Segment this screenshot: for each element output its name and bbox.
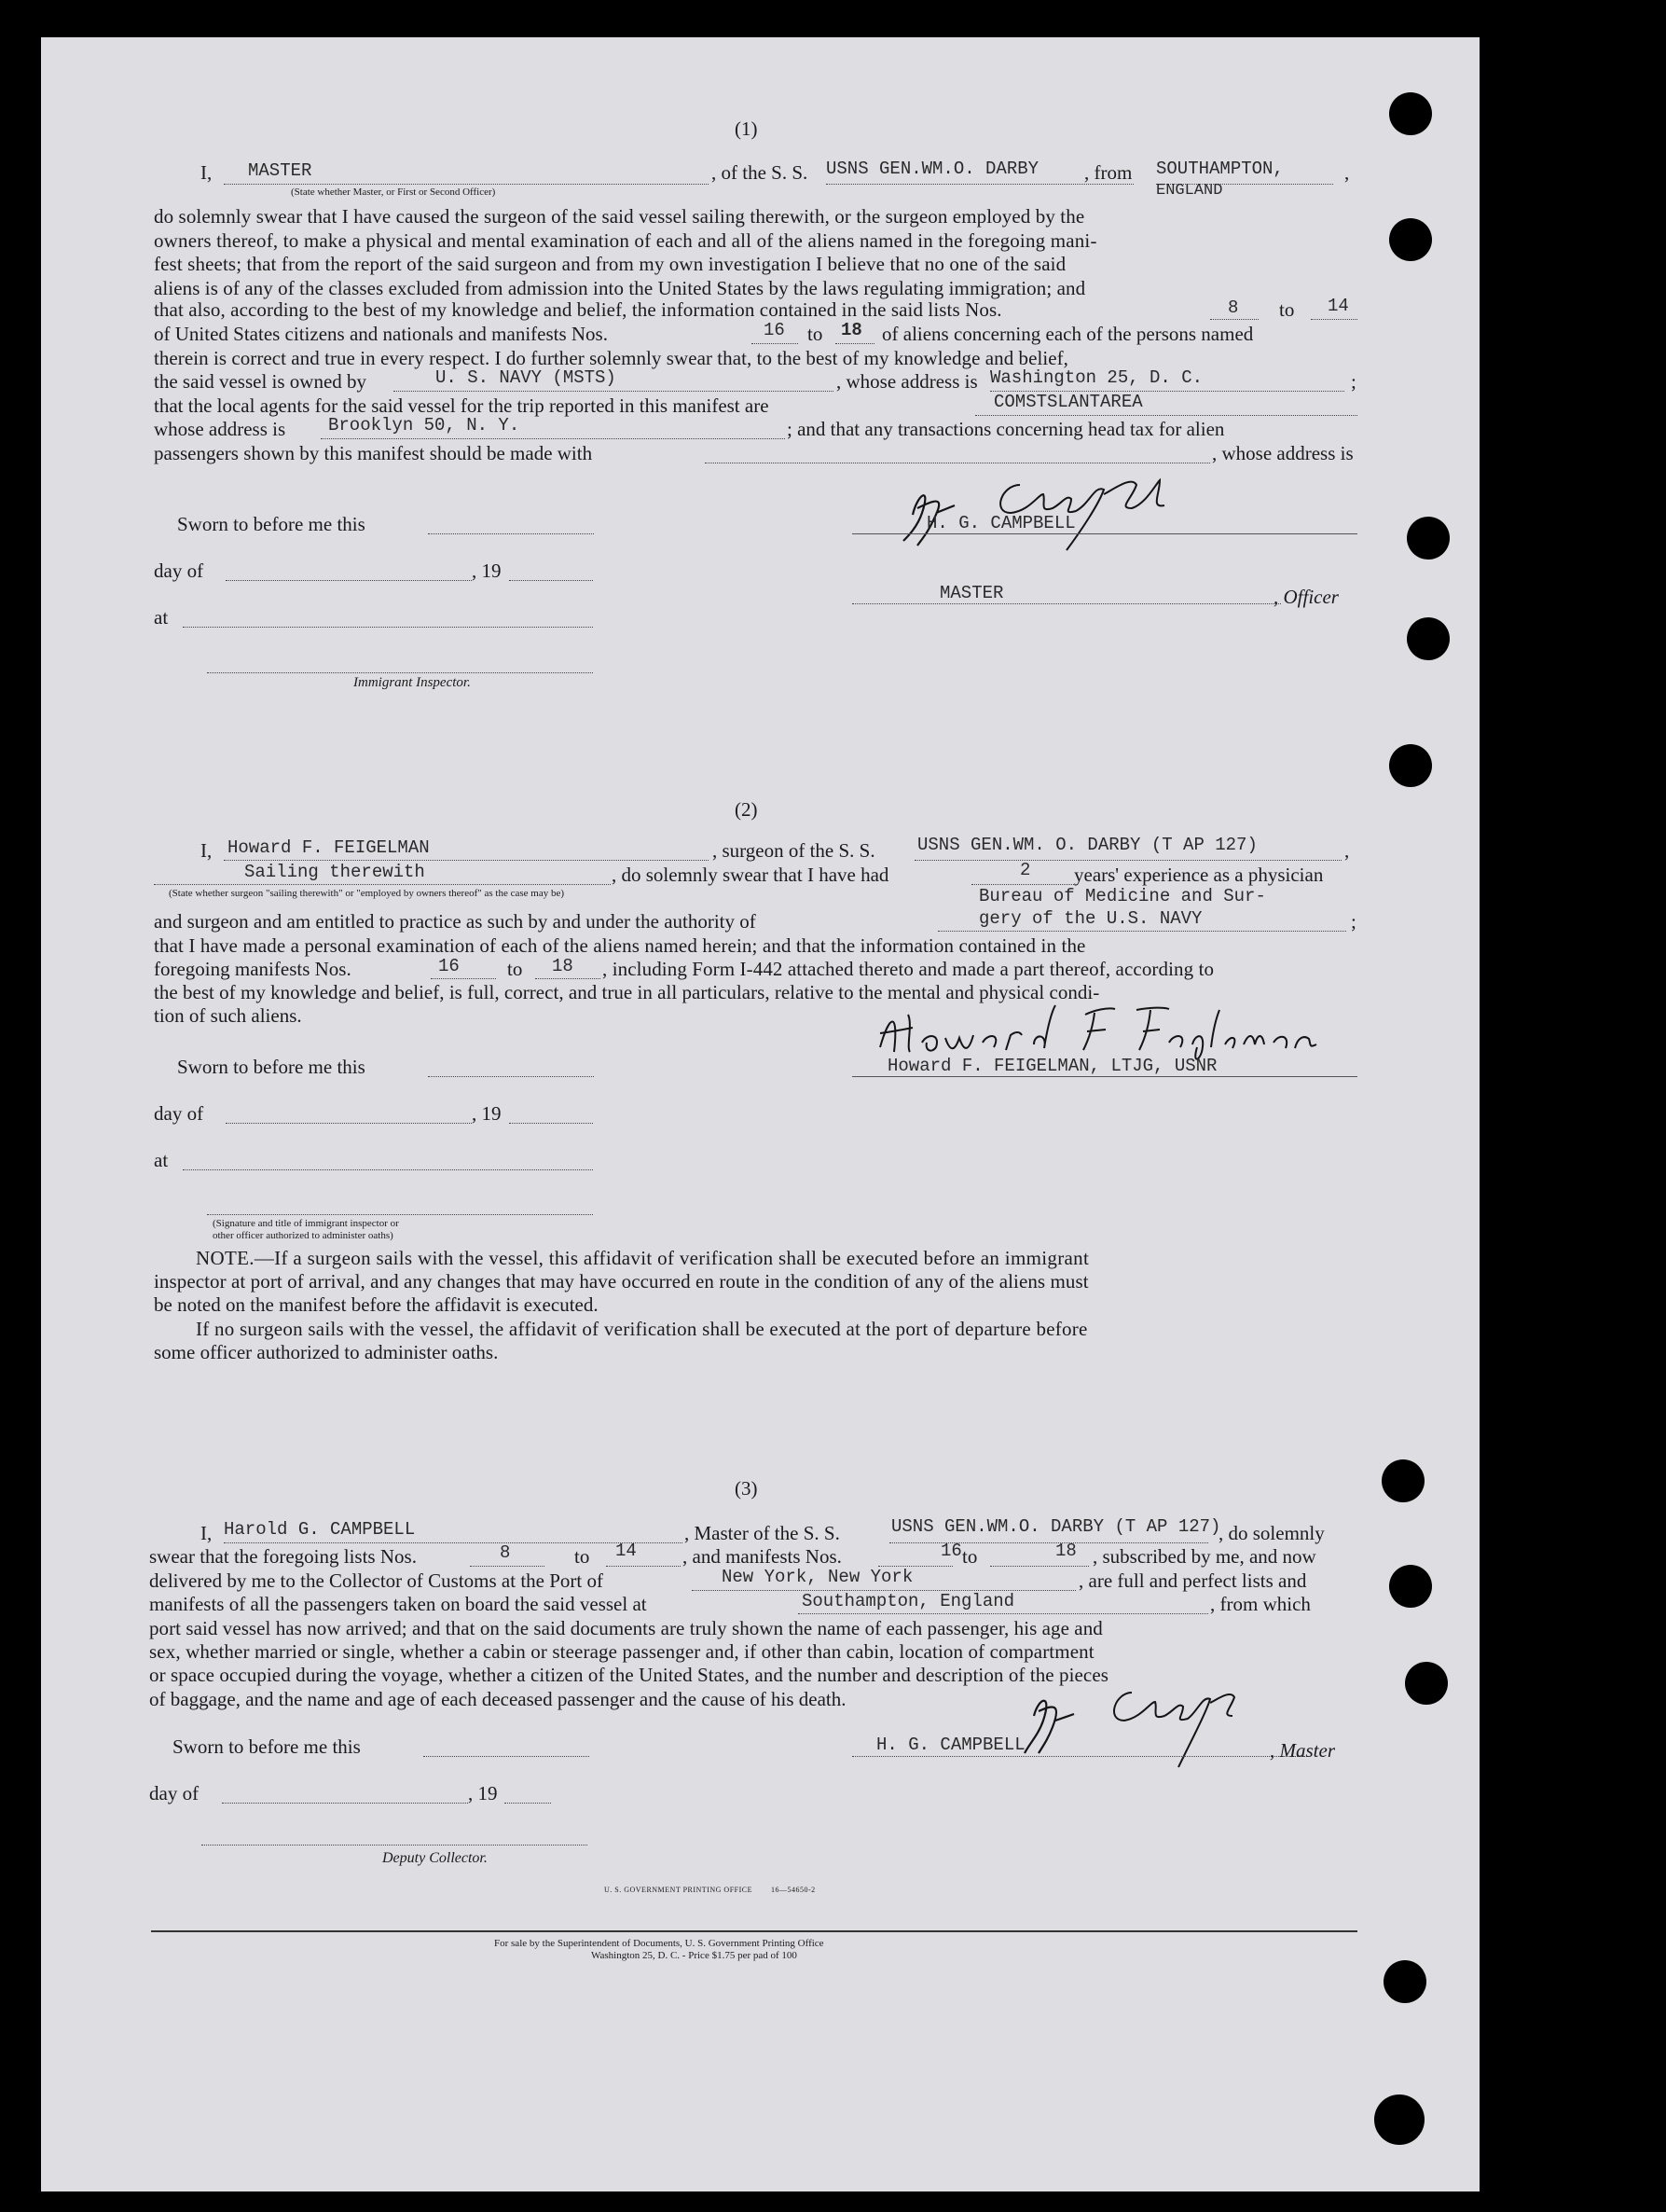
sec2-caption-line: [207, 1214, 593, 1215]
sec3-to: to: [574, 1545, 590, 1568]
sec3-collector: Deputy Collector.: [382, 1850, 488, 1866]
sec2-man-from-line: [431, 978, 496, 979]
sec3-l2b: , and manifests Nos.: [682, 1545, 842, 1568]
sec3-l4a: manifests of all the passengers taken on board the said vessel at: [149, 1593, 647, 1615]
sec2-signer-line: [852, 1076, 1357, 1077]
sec2-authority-2: gery of the U.S. NAVY: [979, 908, 1203, 929]
sec2-l3a: and surgeon and am entitled to practice as such by and under the authority of: [154, 910, 756, 933]
sale-line-1: For sale by the Superintendent of Documents, U. S. Government Printing Office: [494, 1938, 824, 1949]
sec1-agent-addr: Brooklyn 50, N. Y.: [328, 415, 520, 435]
sec2-at: at: [154, 1149, 169, 1171]
sec2-surgeon-of: , surgeon of the S. S.: [712, 839, 875, 862]
sec3-signature: [1011, 1679, 1253, 1781]
sec1-signer: H. G. CAMPBELL: [927, 513, 1076, 533]
sec3-vessel-line: [889, 1542, 1208, 1543]
sec1-man-from-line: [751, 343, 798, 344]
sec1-day-of: day of: [154, 560, 204, 582]
section-3-number: (3): [735, 1477, 758, 1500]
binder-hole: [1374, 2094, 1425, 2145]
sec1-officer: , Officer: [1274, 586, 1339, 608]
sec2-name-line: [224, 860, 709, 861]
binder-hole: [1389, 744, 1432, 787]
sec2-l4: that I have made a personal examination of each of the aliens named herein; and that the information contained in the: [154, 934, 1086, 957]
sec1-l5a: that also, according to the best of my knowledge and belief, the information contained in the said lists Nos.: [154, 298, 1002, 321]
sec1-lists-from-line: [1210, 319, 1259, 320]
sec1-inspector: Immigrant Inspector.: [353, 675, 471, 690]
sec3-l4b: , from which: [1210, 1593, 1311, 1615]
sec3-lists-from-line: [470, 1566, 544, 1567]
sec1-line: fest sheets; that from the report of the said surgeon and from my own investigation I believe that no one of the said: [154, 253, 1067, 275]
sec2-man-from: 16: [438, 956, 460, 976]
sec1-lists-to: 14: [1328, 296, 1349, 316]
binder-hole: [1389, 92, 1432, 135]
sec2-note-2a: If no surgeon sails with the vessel, the affidavit of verification shall be executed at the port of departure before: [196, 1318, 1088, 1340]
sec2-note-1c: be noted on the manifest before the affidavit is executed.: [154, 1293, 599, 1316]
binder-hole: [1389, 1565, 1432, 1608]
sec2-i: I,: [200, 839, 213, 862]
sec2-years: 2: [1020, 860, 1031, 880]
sec3-vessel: USNS GEN.WM.O. DARBY (T AP 127): [891, 1516, 1221, 1537]
sec2-to: to: [507, 958, 523, 980]
sec1-i: I,: [200, 161, 213, 184]
sec3-day-of: day of: [149, 1782, 200, 1804]
sec1-owner-line: [393, 391, 833, 392]
sec1-port-1: SOUTHAMPTON,: [1156, 159, 1284, 179]
sec3-dep-port: Southampton, England: [802, 1591, 1015, 1611]
sec3-l3a: delivered by me to the Collector of Customs at the Port of: [149, 1569, 603, 1592]
sec2-note-2b: some officer authorized to administer oaths.: [154, 1341, 499, 1363]
sec1-rank-line: [224, 184, 709, 185]
sec2-l7: tion of such aliens.: [154, 1004, 302, 1027]
sec1-l6b: of aliens concerning each of the persons named: [882, 323, 1254, 345]
sec3-man-to-line: [990, 1566, 1089, 1567]
sec1-l6a: of United States citizens and nationals and manifests Nos.: [154, 323, 608, 345]
sec1-man-to-line: [835, 343, 874, 344]
sec1-vessel: USNS GEN.WM.O. DARBY: [826, 159, 1040, 179]
sale-line-2: Washington 25, D. C. - Price $1.75 per pad of 100: [591, 1950, 797, 1961]
sec2-l5a: foregoing manifests Nos.: [154, 958, 351, 980]
sec3-port: New York, New York: [722, 1567, 914, 1587]
sec3-line-7: or space occupied during the voyage, whether a citizen of the United States, and the number and description of the pieces: [149, 1664, 1108, 1686]
sec3-man-from: 16: [941, 1541, 962, 1561]
sec2-l6: the best of my knowledge and belief, is full, correct, and true in all particulars, relative to the mental and physical condi-: [154, 981, 1100, 1003]
sec3-master-name: Harold G. CAMPBELL: [224, 1519, 416, 1540]
sec1-l7: therein is correct and true in every respect. I do further solemnly swear that, to the best of my knowledge and belief,: [154, 347, 1068, 369]
binder-hole: [1384, 1960, 1426, 2003]
sec2-status-line: [154, 884, 611, 885]
sec1-port-2: ENGLAND: [1156, 182, 1223, 200]
sec2-l2c: years' experience as a physician: [1074, 864, 1324, 886]
sec2-year-line: [509, 1123, 593, 1124]
sec3-signer-line: [852, 1756, 1307, 1757]
sec1-signer-line: [852, 533, 1357, 534]
sec1-semi: ;: [1351, 370, 1356, 393]
sec2-sworn: Sworn to before me this: [177, 1056, 365, 1078]
sec1-l10a: whose address is: [154, 418, 286, 440]
sec2-years-line: [971, 884, 1074, 885]
sec3-line-5: port said vessel has now arrived; and that on the said documents are truly shown the name of each passenger, his age and: [149, 1617, 1103, 1639]
sec1-line: owners thereof, to make a physical and mental examination of each and all of the aliens named in the foregoing mani-: [154, 228, 1097, 252]
sec2-vessel-line: [915, 860, 1342, 861]
sec1-vessel-line: [826, 184, 1134, 185]
sec3-l1b: , do solemnly: [1219, 1522, 1325, 1544]
sec2-surgeon-name: Howard F. FEIGELMAN: [227, 837, 430, 858]
sec2-note-1b: inspector at port of arrival, and any changes that may have occurred en route in the condition of any of the aliens must: [154, 1270, 1089, 1293]
sec1-owner-addr: Washington 25, D. C.: [990, 367, 1204, 388]
binder-hole: [1407, 517, 1450, 560]
sec3-dep-line: [798, 1613, 1208, 1614]
sec2-caption-2: other officer authorized to administer oaths): [213, 1230, 393, 1241]
sec1-signature: [880, 457, 1272, 560]
sec2-l5b: , including Form I-442 attached thereto and made a part thereof, according to: [602, 958, 1215, 980]
sec1-agents-line: [975, 415, 1357, 416]
sec1-rank: MASTER: [248, 160, 312, 181]
sec3-sworn: Sworn to before me this: [172, 1735, 361, 1758]
sec3-lists-from: 8: [500, 1542, 511, 1563]
sec3-master: , Master: [1270, 1739, 1335, 1762]
sec2-at-line: [183, 1169, 593, 1170]
sec1-day-line: [226, 580, 472, 581]
sec1-from: , from: [1084, 161, 1133, 184]
sec1-to-2: to: [807, 323, 823, 345]
sec1-l11b: , whose address is: [1212, 442, 1354, 464]
sec3-man-to: 18: [1055, 1541, 1077, 1561]
sec2-sworn-line: [428, 1076, 594, 1077]
form-page: [41, 37, 1480, 2191]
sec1-l9a: that the local agents for the said vessel for the trip reported in this manifest are: [154, 394, 769, 417]
sec1-owner: U. S. NAVY (MSTS): [435, 367, 616, 388]
sec2-comma: ,: [1344, 839, 1350, 862]
sec2-day-of: day of: [154, 1102, 204, 1125]
sec3-master-of: , Master of the S. S.: [684, 1522, 840, 1544]
sec1-agents: COMSTSLANTAREA: [994, 392, 1143, 412]
sec2-status-caption: (State whether surgeon "sailing therewith" or "employed by owners thereof" as the case may be): [169, 888, 565, 899]
binder-hole: [1407, 617, 1450, 660]
sec2-status: Sailing therewith: [244, 862, 425, 882]
sec3-sworn-line: [423, 1756, 589, 1757]
sec3-line-8: of baggage, and the name and age of each deceased passenger and the cause of his death.: [149, 1688, 847, 1710]
sec1-signer-title: MASTER: [940, 583, 1004, 603]
section-2-number: (2): [735, 798, 758, 821]
sec1-rank-caption: (State whether Master, or First or Second Officer): [291, 187, 496, 198]
sec1-year-line: [509, 580, 593, 581]
binder-hole: [1382, 1459, 1425, 1502]
sec3-lists-to: 14: [615, 1541, 637, 1561]
sec1-l10b: ; and that any transactions concerning head tax for alien: [787, 418, 1225, 440]
sec3-i: I,: [200, 1522, 213, 1544]
sec1-at-line: [183, 627, 593, 628]
sec2-caption-1: (Signature and title of immigrant inspector or: [213, 1218, 399, 1229]
sec1-line: do solemnly swear that I have caused the surgeon of the said vessel sailing therewith, or the surgeon employed by the: [154, 205, 1085, 228]
sec2-man-to: 18: [552, 956, 573, 976]
sec3-signer: H. G. CAMPBELL: [876, 1735, 1026, 1755]
sec1-comma: ,: [1344, 161, 1350, 184]
sec2-semi: ;: [1351, 910, 1356, 933]
sec1-of-ss: , of the S. S.: [711, 161, 808, 184]
sec1-at: at: [154, 606, 169, 629]
sec3-to-2: to: [962, 1545, 978, 1568]
sec1-inspector-line: [207, 672, 593, 673]
sec2-signer: Howard F. FEIGELMAN, LTJG, USNR: [888, 1056, 1218, 1076]
sec3-lists-to-line: [606, 1566, 681, 1567]
sec1-to: to: [1279, 298, 1295, 321]
sec3-l2c: , subscribed by me, and now: [1093, 1545, 1316, 1568]
binder-hole: [1405, 1662, 1448, 1705]
sec1-lists-to-line: [1311, 319, 1357, 320]
sec2-note-1a: NOTE.—If a surgeon sails with the vessel, this affidavit of verification shall be executed before an immigrant: [196, 1247, 1090, 1269]
sec3-l3b: , are full and perfect lists and: [1079, 1569, 1307, 1592]
footer-rule: [151, 1930, 1357, 1932]
sec1-sworn: Sworn to before me this: [177, 513, 365, 535]
sec3-l2a: swear that the foregoing lists Nos.: [149, 1545, 417, 1568]
sec1-l11a: passengers shown by this manifest should be made with: [154, 442, 593, 464]
binder-hole: [1389, 218, 1432, 261]
sec3-year: , 19: [468, 1782, 498, 1804]
sec3-day-line: [222, 1803, 468, 1804]
sec2-authority-1: Bureau of Medicine and Sur-: [979, 886, 1266, 906]
sec1-l8a: the said vessel is owned by: [154, 370, 367, 393]
sec3-collector-line: [201, 1845, 587, 1846]
sec1-l8b: , whose address is: [836, 370, 978, 393]
sec2-year: , 19: [472, 1102, 502, 1125]
gpo-imprint: U. S. GOVERNMENT PRINTING OFFICE 16—54650-2: [604, 1886, 816, 1894]
sec3-year-line: [504, 1803, 551, 1804]
sec2-authority-line: [938, 931, 1346, 932]
sec1-man-to: 18: [841, 320, 862, 340]
sec1-body: [154, 205, 1358, 300]
sec1-year: , 19: [472, 560, 502, 582]
sec1-man-from: 16: [764, 320, 785, 340]
sec2-man-to-line: [535, 978, 600, 979]
sec1-line: aliens is of any of the classes excluded from admission into the United States by the laws regulating immigration; and: [154, 276, 1086, 299]
sec3-name-line: [224, 1542, 682, 1543]
sec2-day-line: [226, 1123, 472, 1124]
sec2-vessel: USNS GEN.WM. O. DARBY (T AP 127): [917, 835, 1258, 855]
sec1-sworn-line: [428, 533, 594, 534]
sec3-line-6: sex, whether married or single, whether a cabin or steerage passenger and, if other than cabin, location of compartment: [149, 1640, 1095, 1663]
section-1-number: (1): [735, 118, 758, 140]
sec2-l2b: , do solemnly swear that I have had: [612, 864, 889, 886]
sec1-title-line: [852, 603, 1281, 604]
sec1-agent-addr-line: [321, 438, 785, 439]
sec1-lists-from: 8: [1228, 297, 1239, 318]
